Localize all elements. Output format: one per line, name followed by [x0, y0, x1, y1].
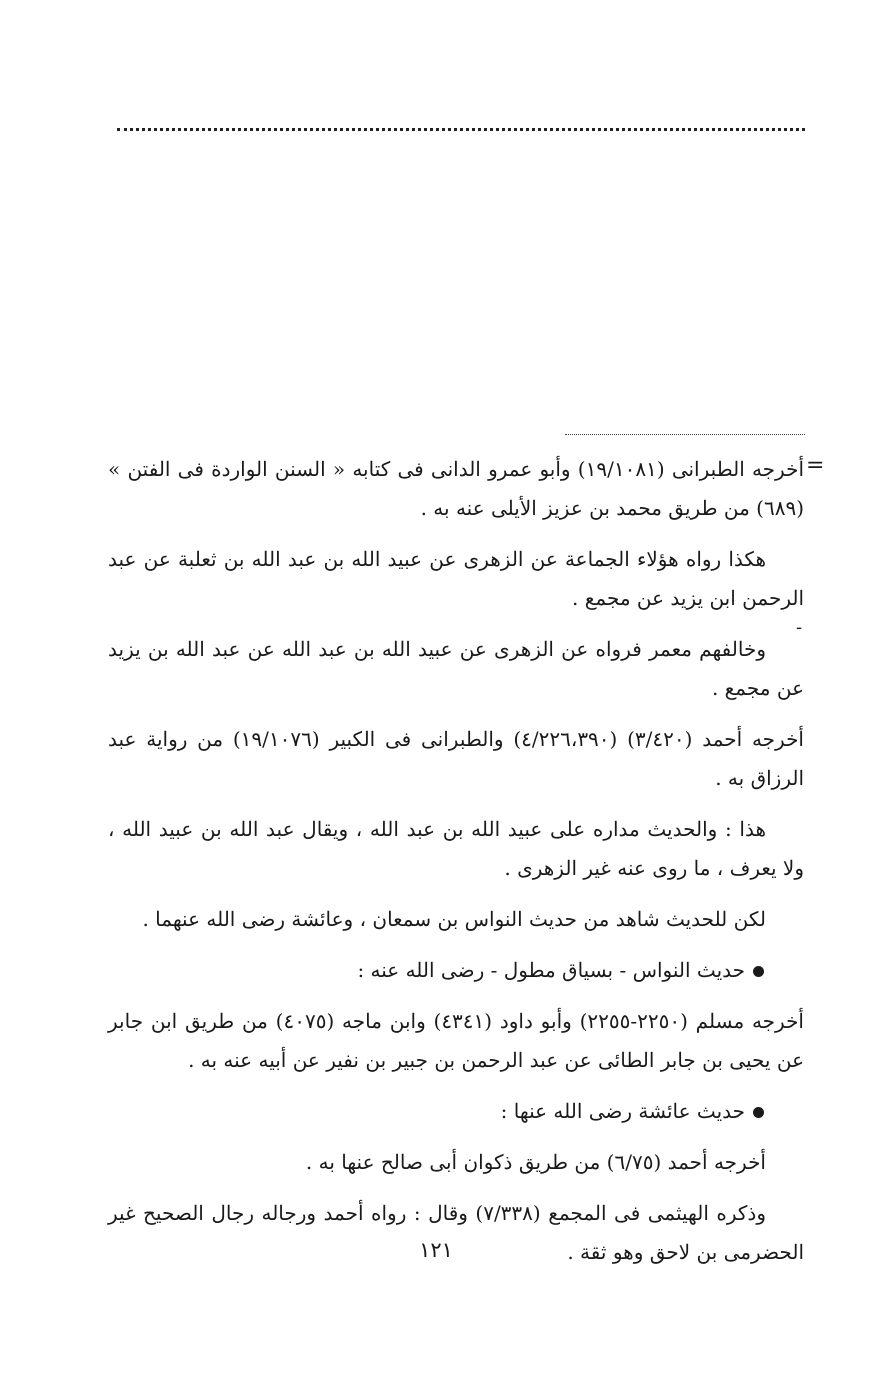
paragraph-8: أخرجه أحمد (٦/٧٥) من طريق ذكوان أبى صالح عنها به .: [305, 1150, 766, 1174]
paragraph-3: وخالفهم معمر فرواه عن الزهرى عن عبيد الله بن عبد الله عن عبد الله بن يزيد عن مجمع .: [108, 637, 804, 700]
bullet-item-label: حديث عائشة رضى الله عنها :: [500, 1099, 745, 1123]
continuation-mark: =: [806, 453, 825, 478]
paragraph-1: أخرجه الطبرانى (١٩/١٠٨١) وأبو عمرو الدانى فى كتابه « السنن الواردة فى الفتن » (٦٨٩) من طريق محمد بن عزيز الأيلى عنه به .: [108, 457, 804, 520]
paragraph-9: وذكره الهيثمى فى المجمع (٧/٣٣٨) وقال : رواه أحمد ورجاله رجال الصحيح غير الحضرمى بن لاحق وهو ثقة .: [108, 1201, 804, 1264]
paragraph-4: أخرجه أحمد (٣/٤٢٠) (٤/٢٢٦،٣٩٠) والطبرانى فى الكبير (١٩/١٠٧٦) من رواية عبد الرزاق به .: [108, 727, 804, 790]
bullet-dot-icon: [753, 1107, 764, 1118]
margin-dash: -: [796, 617, 803, 638]
top-dotted-rule: [117, 128, 805, 131]
footnote-separator: [565, 434, 805, 435]
paragraph-6: لكن للحديث شاهد من حديث النواس بن سمعان ، وعائشة رضى الله عنهما .: [142, 907, 766, 931]
paragraph-5: هذا : والحديث مداره على عبيد الله بن عبد الله ، ويقال عبد الله بن عبيد الله ، ولا يعرف ، ما روى عنه غير الزهرى .: [108, 817, 804, 880]
bullet-item-aisha: [108, 1092, 804, 1131]
footnote-body: [108, 450, 804, 1284]
bullet-item-label: حديث النواس - بسياق مطول - رضى الله عنه :: [357, 958, 745, 982]
paragraph-2: هكذا رواه هؤلاء الجماعة عن الزهرى عن عبيد الله بن عبد الله بن ثعلبة عن عبد الرحمن ابن يزيد عن مجمع .: [108, 547, 804, 610]
paragraph-7: أخرجه مسلم (٢٢٥٠-٢٢٥٥) وأبو داود (٤٣٤١) وابن ماجه (٤٠٧٥) من طريق ابن جابر عن يحيى بن جابر الطائى عن عبد الرحمن بن جبير بن نفير عن أبيه عنه به .: [108, 1009, 804, 1072]
page-number: ١٢١: [419, 1238, 453, 1262]
bullet-dot-icon: [753, 966, 764, 977]
bullet-item-nawwas: [108, 951, 804, 990]
